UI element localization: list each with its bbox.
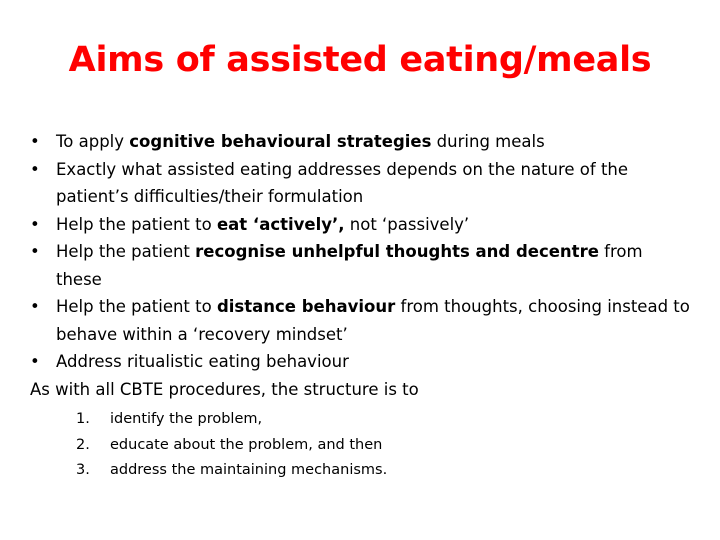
bullet-item (30, 293, 690, 348)
bullet-dot-icon: • (30, 297, 40, 316)
slide-body (30, 128, 690, 484)
numbered-step-list (30, 407, 690, 484)
step-item (30, 458, 690, 484)
step-text: educate about the problem, and then (110, 436, 383, 453)
bullet-text: Help the patient (56, 242, 196, 261)
bullet-text: Help the patient to (56, 214, 217, 234)
bullet-text: during meals (431, 132, 545, 151)
bullet-emphasis-text: distance behaviour (216, 297, 396, 316)
bullet-list (30, 128, 690, 376)
bullet-emphasis-text: recognise unhelpful thoughts and decentre (195, 242, 599, 261)
bullet-dot-icon: • (30, 159, 40, 179)
bullet-dot-icon: • (30, 132, 40, 151)
bullet-dot-icon: • (30, 242, 40, 261)
step-number: 1. (76, 411, 90, 427)
bullet-item (30, 211, 690, 239)
bullet-item (30, 348, 690, 376)
bullet-text: Help the patient to (56, 297, 217, 316)
bullet-item (30, 128, 690, 156)
bullet-item (30, 156, 690, 211)
bullet-emphasis-text: cognitive behavioural strategies (129, 132, 432, 151)
bullet-text: Exactly what assisted eating addresses depends on the nature of the patient’s difficulties/their formulation (56, 159, 629, 206)
step-number: 3. (76, 462, 90, 478)
bullet-dot-icon: • (30, 214, 40, 234)
bullet-text: Address ritualistic eating behaviour (56, 352, 349, 371)
step-number: 2. (76, 436, 90, 453)
step-item (30, 433, 690, 459)
bullet-text: from these (56, 242, 643, 289)
step-text: address the maintaining mechanisms. (110, 462, 388, 478)
bullet-emphasis-text: eat ‘actively’, (216, 214, 345, 234)
slide-title: Aims of assisted eating/meals (68, 40, 652, 80)
bullet-dot-icon: • (30, 352, 40, 371)
bullet-text: from thoughts, choosing instead to behave within a ‘recovery mindset’ (56, 297, 690, 344)
bullet-text: To apply (56, 132, 130, 151)
structure-intro-line: As with all CBTE procedures, the structure is to (30, 379, 419, 399)
step-text: identify the problem, (110, 411, 263, 427)
bullet-item (30, 238, 690, 293)
step-item (30, 407, 690, 433)
bullet-text: not ‘passively’ (344, 214, 470, 234)
